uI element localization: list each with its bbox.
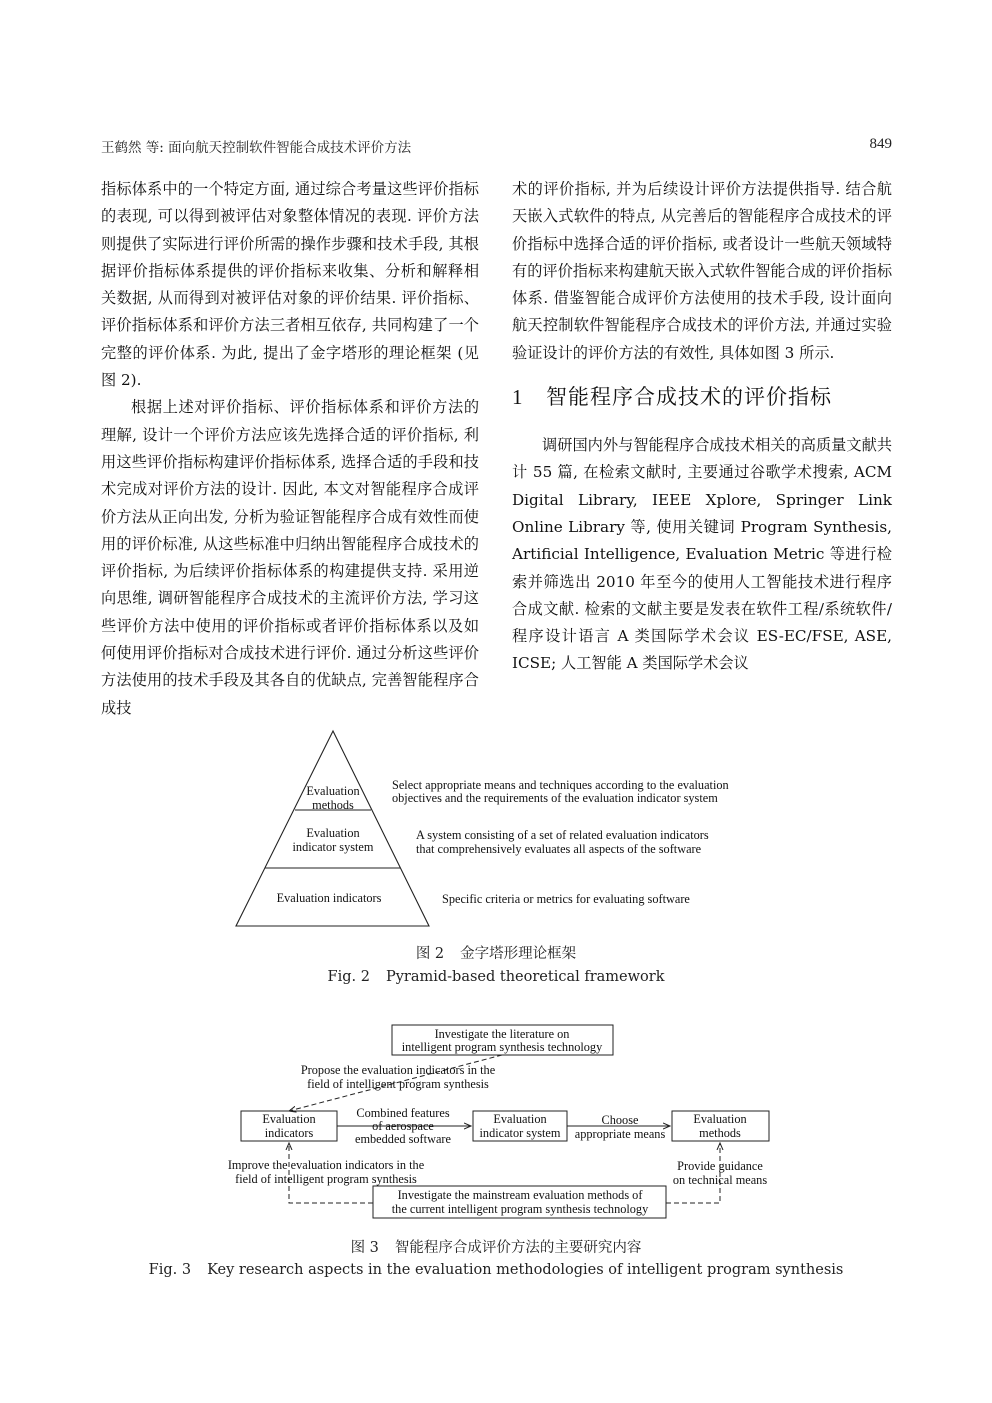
section-number: 1 [512,385,524,410]
figure-2-caption-en [0,969,992,985]
combined-line3: embedded software [355,1132,451,1146]
desc-top-line2: objectives and the requirements of the evaluation indicator system [392,791,718,805]
running-header [101,134,892,158]
improve-line2: field of intelligent program synthesis [235,1172,417,1186]
section-title: 智能程序合成技术的评价指标 [546,385,832,410]
figure-3-caption-cn [0,1236,992,1257]
improve-line1: Improve the evaluation indicators in the [227,1158,425,1172]
desc-mid-line1: A system consisting of a set of related evaluation indicators [416,828,709,842]
propose-line1: Propose the evaluation indicators in the [300,1063,496,1077]
box-meth-line1: Evaluation [693,1112,747,1126]
caption-label: 图 2 [415,946,445,962]
tier-bottom: Evaluation indicators [276,891,382,905]
box-main-line2: the current intelligent program synthesis technology [391,1202,649,1216]
box-sys-line2: indicator system [479,1126,561,1140]
running-header-authors-title: 王鹤然 等: 面向航天控制软件智能合成技术评价方法 [101,140,412,156]
tier-mid-line2: indicator system [292,840,374,854]
choose-line2: appropriate means [574,1127,666,1141]
desc-top-line1: Select appropriate means and techniques according to the evaluation [392,778,729,792]
figure-3-caption-en [0,1262,992,1278]
box-ind-line1: Evaluation [262,1112,316,1126]
desc-mid-line2: that comprehensively evaluates all aspects of the software [416,842,702,856]
caption-label: Fig. 3 [148,1262,192,1278]
paragraph: 指标体系中的一个特定方面, 通过综合考量这些评价指标的表现, 可以得到被评估对象整体情况的表现. 评价方法则提供了实际进行评价所需的操作步骤和技术手段, 其根据评价指标体系提供的评价指标来收集、分析和解释相关数据, 从而得到对被评估对象的评价结果. 评价指标、评价指标体系和评价方法三者相互依存, 共同构建了一个完整的评价体系. 为此, 提出了金字塔形的理论框架 (见图 2). [101,180,479,390]
caption-text: Key research aspects in the evaluation methodologies of intelligent program synthesis [207,1262,844,1278]
paragraph: 术的评价指标, 并为后续设计评价方法提供指导. 结合航天嵌入式软件的特点, 从完善后的智能程序合成技术的评价指标中选择合适的评价指标, 或者设计一些航天领域特有的评价指标来构建航天嵌入式软件智能合成的评价指标体系. 借鉴智能合成评价方法使用的技术手段, 设计面向航天控制软件智能程序合成技术的评价方法, 并通过实验验证设计的评价方法的有效性, 具体如图 3 所示. [512,180,892,362]
box-sys-line1: Evaluation [493,1112,547,1126]
caption-label: Fig. 2 [327,969,370,985]
paragraph: 根据上述对评价指标、评价指标体系和评价方法的理解, 设计一个评价方法应该先选择合适的评价指标, 利用这些评价指标构建评价指标体系, 选择合适的手段和技术完成对评价方法的设计. 因此, 本文对智能程序合成评价方法从正向出发, 分析为验证智能程序合成有效性而使用的评价标准, 从这些标准中归纳出智能程序合成技术的评价指标, 为后续评价指标体系的构建提供支持. 采用逆向思维, 调研智能程序合成技术的主流评价方法, 学习这些评价方法中使用的评价指标或者评价指标体系以及如何使用评价指标对合成技术进行评价. 通过分析这些评价方法使用的技术手段及其各自的优缺点, 完善智能程序合成技 [101,398,479,717]
box-lit-line2: intelligent program synthesis technology [401,1040,603,1054]
box-lit-line1: Investigate the literature on [434,1027,570,1041]
tier-mid-line1: Evaluation [306,826,360,840]
box-meth-line2: methods [699,1126,741,1140]
paragraph: 调研国内外与智能程序合成技术相关的高质量文献共计 55 篇, 在检索文献时, 主要通过谷歌学术搜索, ACM Digital Library, IEEE Xplore, Springer Link Online Library 等, 使用关键词 Program Synthesis, Artificial Intelligence, Evaluation Metric 等进行检索并筛选出 2010 年至今的使用人工智能技术进行程序合成文献. 检索的文献主要是发表在软件工程/系统软件/程序设计语言 A 类国际学术会议 ES-EC/FSE, ASE, ICSE; 人工智能 A 类国际学术会议 [512,436,892,673]
tier-top-line1: Evaluation [306,784,360,798]
guidance-line1: Provide guidance [677,1159,763,1173]
desc-bottom: Specific criteria or metrics for evaluating software [442,892,690,906]
left-column [101,176,479,722]
caption-text: Pyramid-based theoretical framework [385,969,665,985]
caption-label: 图 3 [350,1240,379,1256]
tier-top-line2: methods [312,798,354,812]
right-column [512,176,892,678]
figure-3 [0,1020,992,1285]
caption-text: 金字塔形理论框架 [460,946,577,962]
combined-line1: Combined features [356,1106,450,1120]
figure-2 [0,728,992,990]
choose-line1: Choose [601,1113,639,1127]
propose-line2: field of intelligent program synthesis [307,1077,489,1091]
research-flow-diagram [0,1020,992,1235]
guidance-line2: on technical means [672,1173,768,1187]
figure-2-caption-cn [0,942,992,963]
caption-text: 智能程序合成评价方法的主要研究内容 [394,1240,642,1256]
box-ind-line2: indicators [264,1126,314,1140]
section-heading [512,381,892,413]
page-number: 849 [869,136,892,152]
combined-line2: of aerospace [372,1119,434,1133]
box-main-line1: Investigate the mainstream evaluation methods of [397,1188,643,1202]
